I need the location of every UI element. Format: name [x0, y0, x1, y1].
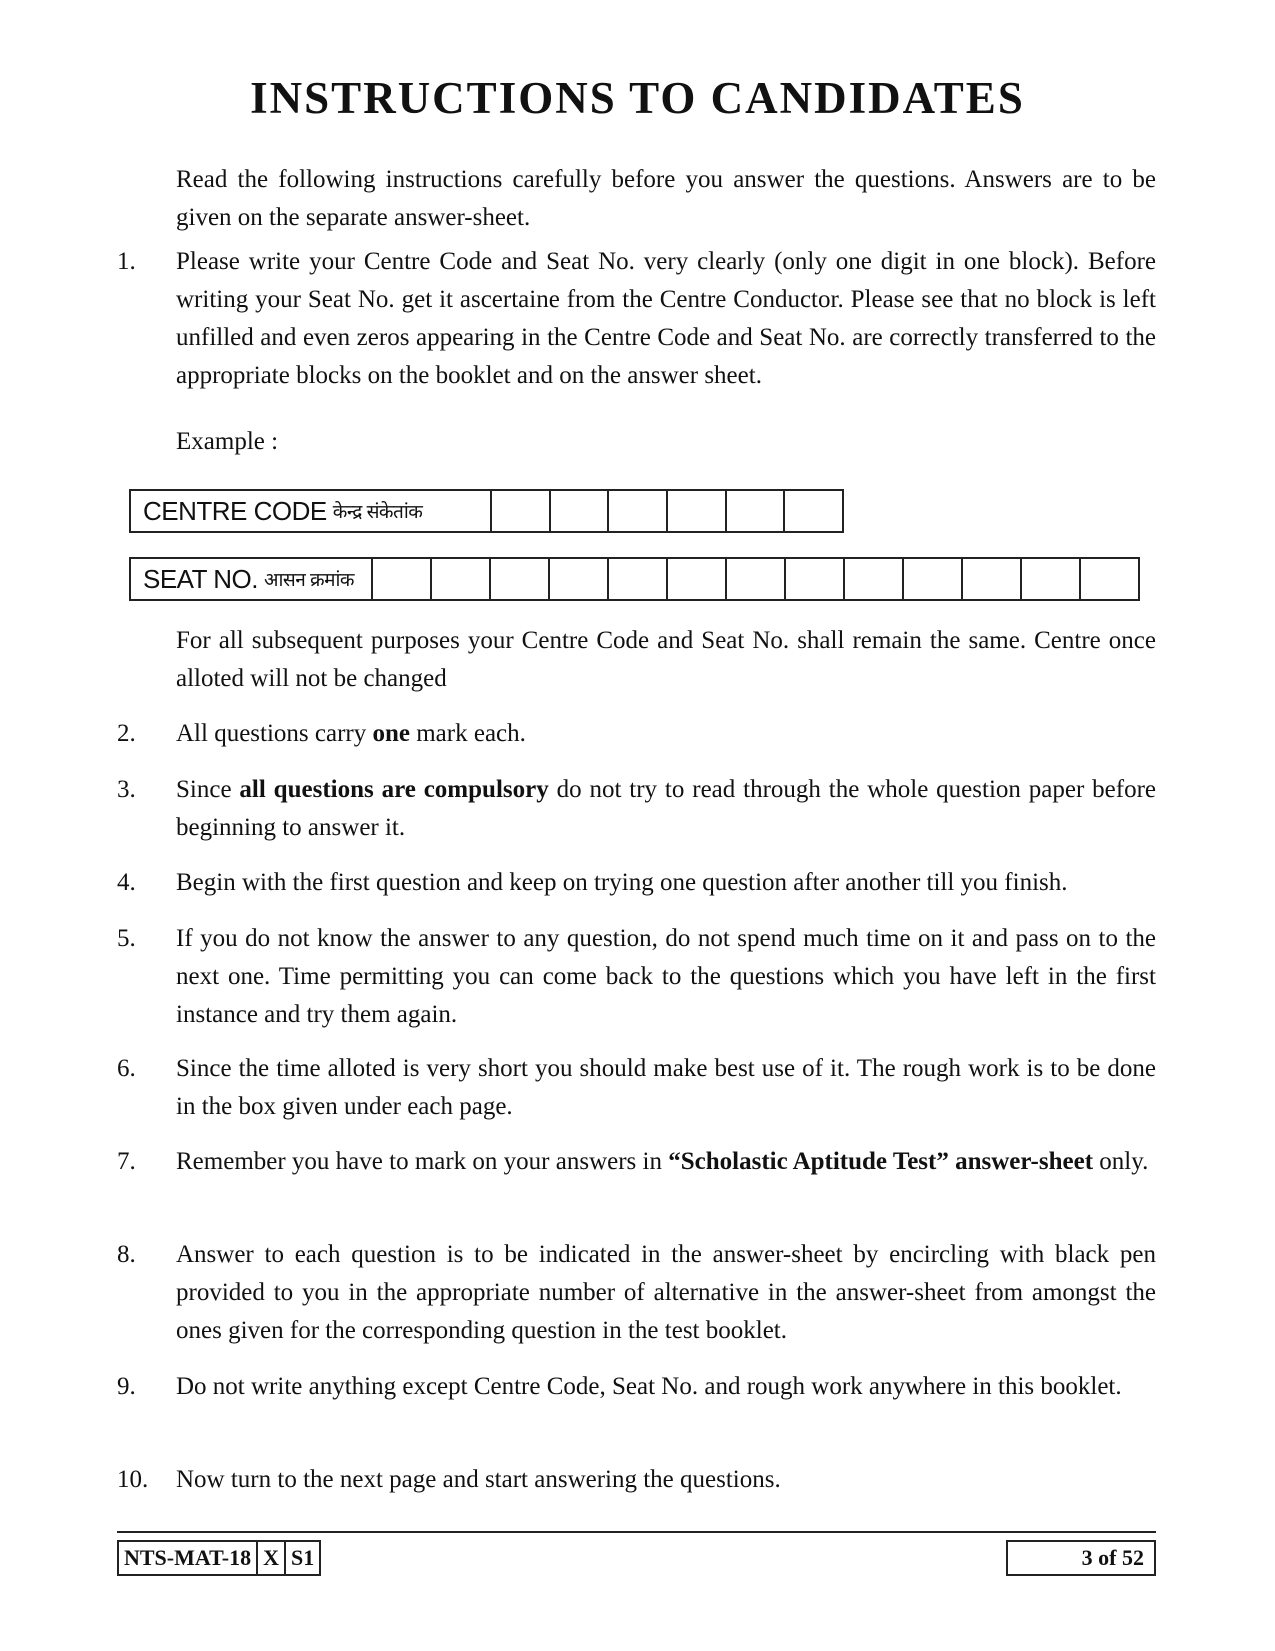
item-text-part: mark each.: [409, 720, 526, 747]
footer-paper-code: NTS-MAT-18: [124, 1545, 252, 1570]
item-text: [176, 771, 1156, 847]
instruction-item: [117, 243, 1156, 395]
centre-code-box: [129, 489, 844, 533]
item-text-part: Remember you have to mark on your answers in: [176, 1148, 669, 1175]
seat-no-box: [129, 557, 1140, 601]
seat-no-label-hindi: आसन क्रमांक: [263, 570, 355, 591]
instruction-item: [117, 920, 1156, 1034]
item-text-part: do not try to read through the whole question paper before beginning to answer it.: [176, 776, 1156, 841]
item-number: 10.: [117, 1466, 149, 1493]
seat-no-block[interactable]: [961, 559, 1020, 599]
instruction-item: [117, 1461, 1156, 1499]
seat-no-block[interactable]: [784, 559, 843, 599]
item-text: Begin with the first question and keep on trying one question after another till you finish.: [176, 869, 1068, 896]
example-label: Example :: [176, 428, 279, 455]
centre-code-block[interactable]: [490, 491, 549, 531]
item-number: 8.: [117, 1241, 136, 1268]
centre-code-label-text: CENTRE CODE: [143, 495, 327, 526]
item-number: 2.: [117, 720, 136, 747]
item-text-bold: all questions are compulsory: [239, 776, 549, 803]
seat-no-block[interactable]: [725, 559, 784, 599]
seat-no-block[interactable]: [607, 559, 666, 599]
item-number: 7.: [117, 1148, 136, 1175]
intro-paragraph: Read the following instructions carefully before you answer the questions. Answers are to be given on the separate answer-sheet.: [176, 166, 1156, 231]
item-text: Answer to each question is to be indicated in the answer-sheet by encircling with black pen provided to you in the appropriate number of alternative in the answer-sheet from amongst the ones given for the corresponding question in the test booklet.: [176, 1241, 1156, 1344]
item-text-part: All questions carry: [176, 720, 373, 747]
item-text: If you do not know the answer to any question, do not spend much time on it and pass on to the next one. Time permitting you can come back to the questions which you have left in the first instance and try them again.: [176, 925, 1156, 1028]
instruction-item: [117, 1143, 1156, 1181]
seat-no-block[interactable]: [902, 559, 961, 599]
centre-code-label: [131, 491, 490, 531]
footer-divider: [117, 1531, 1156, 1533]
footer-code-box: [117, 1540, 321, 1576]
item-number: 4.: [117, 869, 136, 896]
item-number: 1.: [117, 248, 136, 275]
item-text: Please write your Centre Code and Seat No. very clearly (only one digit in one block). Before writing your Seat No. get it ascertaine from the Centre Conductor. Please see that no block is left unfilled and even zeros appearing in the Centre Code and Seat No. are correctly transferred to the appropriate blocks on the booklet and on the answer sheet.: [176, 248, 1156, 389]
centre-code-block[interactable]: [607, 491, 666, 531]
seat-no-block[interactable]: [371, 559, 430, 599]
seat-no-block[interactable]: [666, 559, 725, 599]
instruction-item: [117, 1236, 1156, 1350]
seat-no-block[interactable]: [548, 559, 607, 599]
instruction-item: [117, 771, 1156, 847]
seat-no-label-text: SEAT NO.: [143, 563, 258, 594]
item-number: 6.: [117, 1055, 136, 1082]
instruction-item: [117, 1050, 1156, 1126]
item-text: [176, 1143, 1156, 1181]
seat-no-block[interactable]: [430, 559, 489, 599]
item-text-bold: “Scholastic Aptitude Test” answer-sheet: [668, 1148, 1094, 1175]
seat-no-block[interactable]: [1079, 559, 1138, 599]
page-title: INSTRUCTIONS TO CANDIDATES: [250, 73, 1025, 123]
footer-class: X: [256, 1542, 284, 1574]
item-text-part: only.: [1093, 1148, 1149, 1175]
centre-code-block[interactable]: [549, 491, 608, 531]
instruction-item: [117, 864, 1156, 902]
item-text: [176, 715, 1156, 753]
footer-set: S1: [284, 1542, 319, 1574]
item-number: 9.: [117, 1373, 136, 1400]
seat-no-block[interactable]: [489, 559, 548, 599]
item-number: 5.: [117, 925, 136, 952]
seat-no-label: [131, 559, 371, 599]
item-text: Since the time alloted is very short you should make best use of it. The rough work is to be done in the box given under each page.: [176, 1055, 1156, 1120]
item-text-part: Since: [176, 776, 240, 803]
seat-no-block[interactable]: [1020, 559, 1079, 599]
subsequent-note: For all subsequent purposes your Centre Code and Seat No. shall remain the same. Centre once alloted will not be changed: [176, 627, 1156, 692]
centre-code-block[interactable]: [783, 491, 842, 531]
centre-code-block[interactable]: [666, 491, 725, 531]
item-text: Do not write anything except Centre Code, Seat No. and rough work anywhere in this booklet.: [176, 1373, 1122, 1400]
footer-page-number: 3 of 52: [1006, 1540, 1156, 1576]
seat-no-block[interactable]: [843, 559, 902, 599]
instruction-item: [117, 715, 1156, 753]
item-text: Now turn to the next page and start answering the questions.: [176, 1466, 781, 1493]
instruction-item: [117, 1368, 1156, 1406]
item-number: 3.: [117, 776, 136, 803]
item-text-bold: one: [372, 720, 410, 747]
centre-code-label-hindi: केन्द्र संकेतांक: [332, 502, 423, 523]
centre-code-block[interactable]: [725, 491, 784, 531]
